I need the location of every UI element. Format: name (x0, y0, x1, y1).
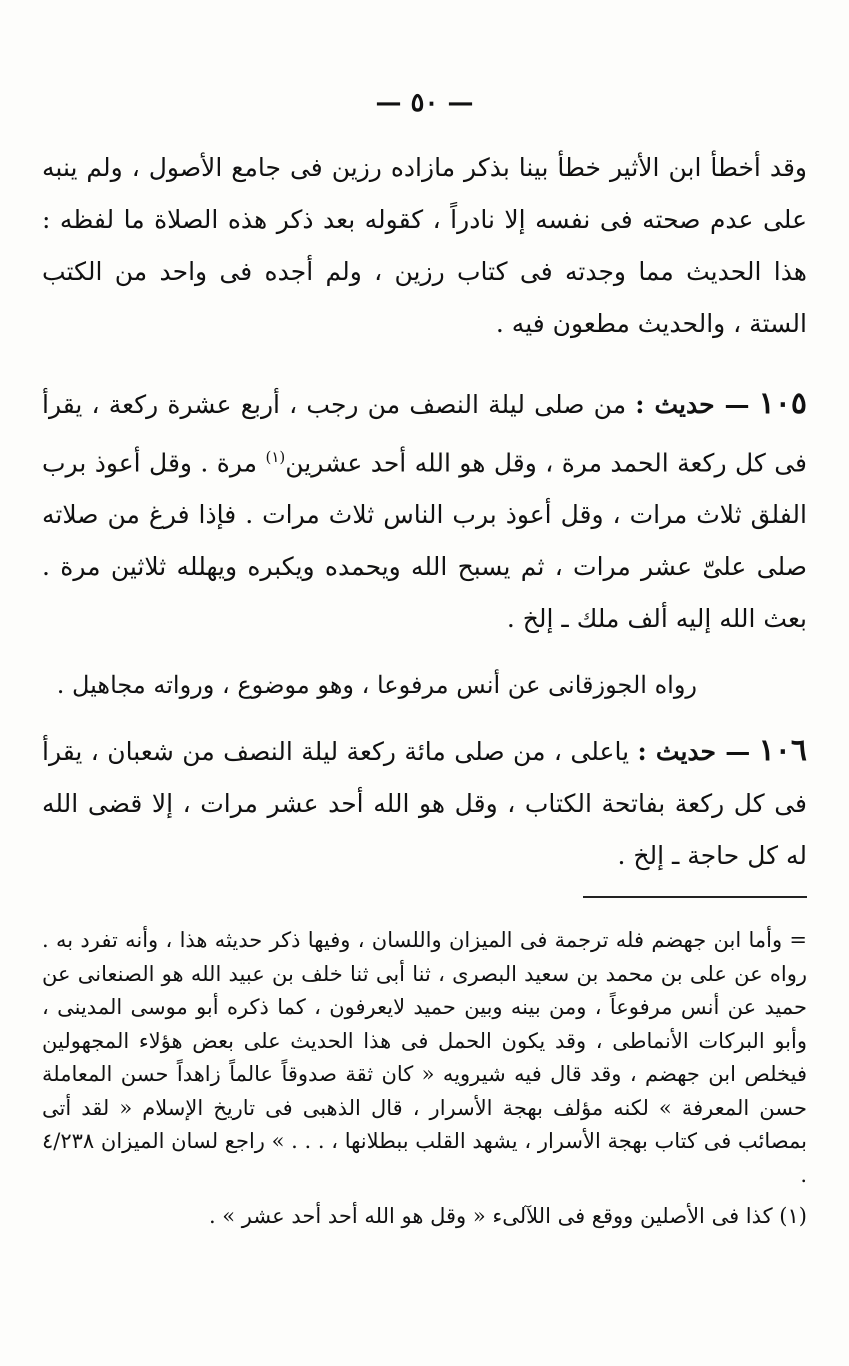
hadith-source-105: رواه الجوزقانى عن أنس مرفوعا ، وهو موضوع ، ورواته مجاهيل . (56, 671, 697, 700)
page-number: — ٥٠ — (375, 88, 474, 118)
entry-label: — حديث : (635, 390, 750, 419)
footnote-divider (583, 896, 807, 898)
intro-paragraph: وقد أخطأ ابن الأثير خطأ بينا بذكر مازاده رزين فى جامع الأصول ، ولم ينبه على عدم صحته فى نفسه إلا نادراً ، كقوله بعد ذكر هذه الصلاة ما لفظه : هذا الحديث مما وجدته فى كتاب رزين ، ولم أجده فى واحد من الكتب الستة ، والحديث مطعون فيه . (42, 153, 807, 338)
entry-text: ياعلى ، من صلى مائة ركعة ليلة النصف من شعبان ، يقرأ فى كل ركعة بفاتحة الكتاب ، وقل هو الله أحد عشر مرات ، إلا قضى الله له كل حاجة ـ إلخ . (42, 737, 807, 871)
footnote-continuation: = وأما ابن جهضم فله ترجمة فى الميزان واللسان ، وفيها ذكر حديثه هذا ، وأنه تفرد به . رواه عن على بن محمد بن سعيد البصرى ، ثنا أبى ثنا خلف بن عبيد الله هو الصنعانى عن حميد عن أنس مرفوعاً ، ومن بينه وبين حميد لايعرفون ، كما ذكره أبو موسى المدينى ، وأبو البركات الأنماطى ، وقد يكون الحمل فى هذا الحديث على بعض هؤلاء المجهولين فيخلص ابن جهضم ، وقد قال فيه شيرويه « كان ثقة صدوقاً عالماً زاهداً حسن المعاملة حسن المعرفة » لكنه مؤلف بهجة الأسرار ، قال الذهبى فى تاريخ الإسلام « لقد أتى بمصائب فى كتاب بهجة الأسرار ، يشهد القلب ببطلانها ، . . . » راجع لسان الميزان ٤/٢٣٨ . (42, 928, 807, 1187)
hadith-entry-106 (42, 725, 807, 882)
entry-text: من صلى ليلة النصف من رجب ، أربع عشرة ركعة ، يقرأ فى كل ركعة الحمد مرة ، وقل هو الله أحد عشرين (42, 390, 808, 478)
hadith-entry-105 (42, 378, 807, 645)
entry-number: ١٠٦ (758, 733, 807, 769)
footnote-1: (١) كذا فى الأصلين ووقع فى اللآلىء « وقل هو الله أحد أحد عشر » . (208, 1204, 807, 1228)
entry-number: ١٠٥ (758, 386, 808, 421)
entry-label: — حديث : (637, 737, 751, 767)
footnotes-section (42, 924, 807, 1234)
entry-text: مرة . وقل أعوذ برب الفلق ثلاث مرات ، وقل أعوذ برب الناس ثلاث مرات . فإذا فرغ من صلاته صلى علىّ عشر مرات ، ثم يسبح الله ويحمده ويكبره ويهلله ثلاثين مرة . بعث الله إليه ألف ملك ـ إلخ . (42, 448, 807, 634)
footnote-reference: (١) (265, 448, 286, 466)
